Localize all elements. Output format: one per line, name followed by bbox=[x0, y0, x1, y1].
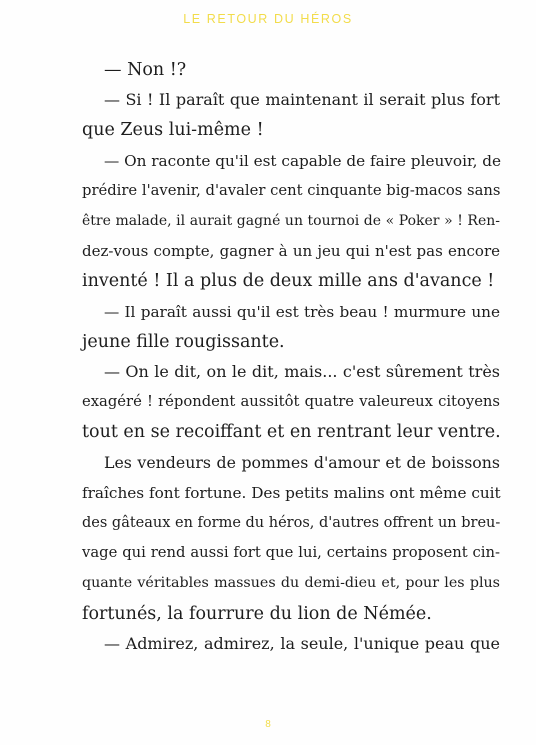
text-line: — On raconte qu'il est capable de faire pleuvoir, de bbox=[104, 151, 502, 170]
text-line: — On le dit, on le dit, mais... c'est sûrement très bbox=[104, 362, 500, 382]
running-head-title: LE RETOUR DU HÉROS bbox=[183, 12, 353, 26]
text-line: prédire l'avenir, d'avaler cent cinquante big-macos sans bbox=[82, 181, 501, 199]
paragraph bbox=[82, 55, 500, 85]
paragraph bbox=[82, 357, 500, 448]
text-line: que Zeus lui-même ! bbox=[82, 120, 264, 141]
text-line: — Non !? bbox=[104, 60, 187, 80]
text-line: inventé ! Il a plus de deux mille ans d'avance ! bbox=[82, 271, 495, 292]
text-line: exagéré ! répondent aussitôt quatre valeureux citoyens bbox=[82, 393, 500, 411]
page-number: 8 bbox=[265, 719, 271, 730]
text-line: — Il paraît aussi qu'il est très beau ! murmure une bbox=[104, 302, 500, 321]
text-line: fortunés, la fourrure du lion de Némée. bbox=[82, 603, 432, 624]
text-line: Les vendeurs de pommes d'amour et de boissons bbox=[104, 452, 500, 472]
text-line: dez-vous compte, gagner à un jeu qui n'est pas encore bbox=[82, 242, 500, 261]
paragraph bbox=[82, 629, 500, 659]
paragraph bbox=[82, 85, 500, 145]
body-text bbox=[82, 55, 500, 659]
paragraph bbox=[82, 448, 500, 629]
text-line: être malade, il aurait gagné un tournoi de « Poker » ! Ren- bbox=[82, 213, 500, 230]
text-line: quante véritables massues du demi-dieu et, pour les plus bbox=[82, 575, 500, 592]
text-line: tout en se recoiffant et en rentrant leur ventre. bbox=[82, 422, 501, 443]
text-line: des gâteaux en forme du héros, d'autres offrent un breu- bbox=[82, 515, 501, 532]
text-line: jeune fille rougissante. bbox=[82, 331, 285, 352]
text-line: vage qui rend aussi fort que lui, certains proposent cin- bbox=[82, 544, 500, 562]
text-line: — Admirez, admirez, la seule, l'unique peau que bbox=[104, 633, 500, 653]
paragraph bbox=[82, 297, 500, 357]
text-line: fraîches font fortune. Des petits malins ont même cuit bbox=[82, 483, 501, 502]
text-line: — Si ! Il paraît que maintenant il serait plus fort bbox=[104, 90, 500, 110]
paragraph bbox=[82, 146, 500, 297]
